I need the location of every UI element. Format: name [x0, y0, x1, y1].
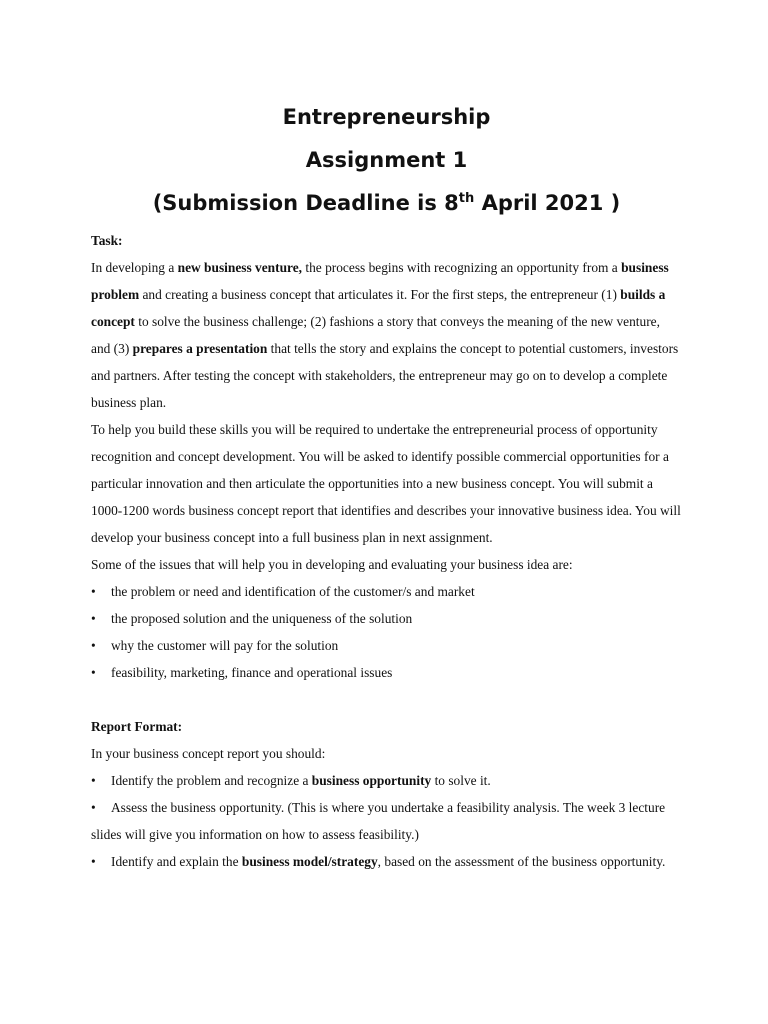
bold-builds-a-concept: builds a concept: [91, 287, 666, 329]
list-item-text: why the customer will pay for the solution: [111, 638, 339, 653]
bold-business-problem: business problem: [91, 260, 669, 302]
list-item: [91, 848, 682, 875]
bullet-glyph: •: [91, 854, 96, 869]
text-run: to solve the business challenge; (2) fashions a story that conveys the meaning of the new venture, and (3): [91, 314, 660, 356]
bullet-glyph: •: [91, 611, 96, 626]
text-run: that tells the story and explains the concept to potential customers, investors and partners. After testing the concept with stakeholders, the entrepreneur may go on to develop a complete business plan.: [91, 341, 679, 410]
list-item: [91, 767, 682, 794]
task-paragraph-1: [91, 254, 682, 416]
bullet-glyph: •: [91, 638, 96, 653]
submission-deadline: [91, 182, 682, 225]
task-paragraph-2: To help you build these skills you will be required to undertake the entrepreneurial process of opportunity recognition and concept development. You will be asked to identify possible commercial opportunities for a particular innovation and then articulate the opportunities into a new business concept. You will submit a 1000-1200 words business concept report that identifies and describes your innovative business idea. You will develop your business concept into a full business plan in next assignment.: [91, 422, 681, 545]
report-requirements-list: [91, 767, 682, 875]
deadline-prefix: (Submission Deadline is 8: [152, 191, 459, 215]
issues-list: [91, 578, 682, 686]
document-body: [91, 227, 682, 875]
bold-new-business-venture: new business venture,: [177, 260, 303, 275]
text-run: In developing a: [91, 260, 178, 275]
text-run: , based on the assessment of the business opportunity.: [377, 854, 666, 869]
assignment-title: Assignment 1: [305, 148, 468, 172]
list-item-text: feasibility, marketing, finance and operational issues: [111, 665, 393, 680]
paragraph-spacer: [91, 686, 682, 713]
bold-business-opportunity: business opportunity: [311, 773, 432, 788]
bold-prepares-a-presentation: prepares a presentation: [132, 341, 268, 356]
list-item-text: the proposed solution and the uniqueness of the solution: [111, 611, 413, 626]
text-run: the process begins with recognizing an opportunity from a: [302, 260, 622, 275]
task-heading: Task:: [91, 233, 123, 248]
bullet-glyph: •: [91, 773, 96, 788]
list-item-text: the problem or need and identification of the customer/s and market: [111, 584, 475, 599]
report-format-heading: Report Format:: [91, 719, 183, 734]
bold-business-model-strategy: business model/strategy: [241, 854, 378, 869]
list-item: [91, 578, 682, 605]
report-intro: In your business concept report you should:: [91, 746, 326, 761]
bullet-glyph: •: [91, 584, 96, 599]
text-run: Identify and explain the: [111, 854, 242, 869]
text-run: to solve it.: [431, 773, 491, 788]
list-item: [91, 605, 682, 632]
text-run: Assess the business opportunity. (This is where you undertake a feasibility analysis. The week 3 lecture slides will give you information on how to assess feasibility.): [91, 800, 666, 842]
task-paragraph-3: Some of the issues that will help you in developing and evaluating your business idea are:: [91, 557, 573, 572]
deadline-suffix: April 2021 ): [474, 191, 621, 215]
text-run: Identify the problem and recognize a: [111, 773, 312, 788]
list-item: [91, 794, 682, 848]
text-run: and creating a business concept that articulates it. For the first steps, the entrepreneur (1): [139, 287, 621, 302]
list-item: [91, 659, 682, 686]
bullet-glyph: •: [91, 800, 96, 815]
bullet-glyph: •: [91, 665, 96, 680]
title-block: [91, 96, 682, 225]
deadline-ordinal-suffix: th: [458, 191, 475, 206]
list-item: [91, 632, 682, 659]
document-title: Entrepreneurship: [282, 105, 491, 129]
